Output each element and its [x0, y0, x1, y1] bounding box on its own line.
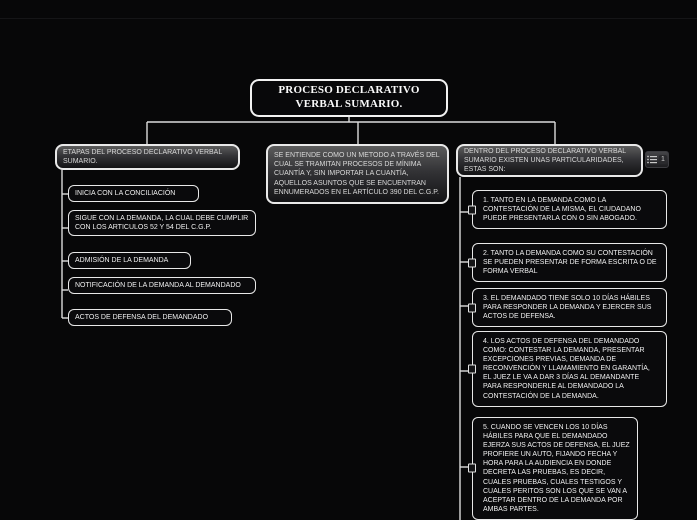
left-item-label: NOTIFICACIÓN DE LA DEMANDA AL DEMANDADO [75, 282, 241, 289]
checkbox-icon[interactable] [468, 464, 476, 473]
left-item-label: SIGUE CON LA DEMANDA, LA CUAL DEBE CUMPLIR CON LOS ARTICULOS 52 Y 54 DEL C.G.P. [75, 215, 249, 232]
note-count-badge[interactable] [645, 151, 669, 168]
right-item-1[interactable] [472, 190, 667, 229]
checkbox-icon[interactable] [468, 258, 476, 267]
left-item-label: ACTOS DE DEFENSA DEL DEMANDADO [75, 314, 209, 321]
branch-heading-label: ETAPAS DEL PROCESO DECLARATIVO VERBAL SUMARIO. [63, 148, 222, 165]
root-node[interactable] [250, 79, 448, 117]
right-item-3[interactable] [472, 288, 667, 327]
right-item-label: 1. TANTO EN LA DEMANDA COMO LA CONTESTACIÓN DE LA MISMA, EL CIUDADANO PUEDE PRESENTARLA CON O SIN ABOGADO. [483, 197, 641, 223]
right-item-2[interactable] [472, 243, 667, 282]
left-item-actos-defensa[interactable] [68, 309, 232, 326]
checkbox-icon[interactable] [468, 303, 476, 312]
branch-heading-label: SE ENTIENDE COMO UN METODO A TRAVÉS DEL CUAL SE TRAMITAN PROCESOS DE MÍNIMA CUANTÍA Y, SIN IMPORTAR LA CUANTÍA, AQUELLOS ASUNTOS QUE SE ENCUENTRAN ENNUMERADOS EN EL ARTÍCULO 390 DEL C.G.P. [274, 152, 440, 196]
checkbox-icon[interactable] [468, 364, 476, 373]
right-item-label: 3. EL DEMANDADO TIENE SOLO 10 DÍAS HÁBILES PARA RESPONDER LA DEMANDA Y EJERCER SUS ACTOS DE DEFENSA. [483, 295, 652, 321]
right-item-5[interactable] [472, 417, 638, 520]
branch-heading-etapas[interactable] [55, 144, 240, 170]
left-item-admision[interactable] [68, 252, 191, 269]
branch-heading-definicion[interactable] [266, 144, 449, 204]
note-count: 1 [661, 156, 665, 163]
right-item-label: 5. CUANDO SE VENCEN LOS 10 DÍAS HÁBILES PARA QUE EL DEMANDADO EJERZA SUS ACTOS DE DEFENSA, EL JUEZ PROFIERE UN AUTO, FIJANDO FECHA Y HORA PARA LA AUDIENCIA EN DONDE DECRETA LAS PRUEBAS, ES DECIR, CUALES PRUEBAS, CUALES TESTIGOS Y CUALES PERITOS SON LOS QUE SE VAN A ACEPTAR DENTRO DE LA DEMANDA POR AMBAS PARTES. [483, 424, 630, 513]
left-item-conciliacion[interactable] [68, 185, 199, 202]
top-divider [0, 18, 697, 19]
right-item-4[interactable] [472, 331, 667, 407]
checkbox-icon[interactable] [468, 205, 476, 214]
list-icon [647, 155, 657, 164]
left-item-demanda[interactable] [68, 210, 256, 236]
branch-heading-label: DENTRO DEL PROCESO DECLARATIVO VERBAL SUMARIO EXISTEN UNAS PARTICULARIDADES, ESTAS SON: [464, 147, 626, 174]
branch-heading-particularidades[interactable] [456, 144, 643, 177]
left-item-label: ADMISIÓN DE LA DEMANDA [75, 257, 169, 264]
left-item-notificacion[interactable] [68, 277, 256, 294]
left-item-label: INICIA CON LA CONCILIACIÓN [75, 190, 176, 197]
root-title: PROCESO DECLARATIVO VERBAL SUMARIO. [278, 84, 420, 110]
right-item-label: 2. TANTO LA DEMANDA COMO SU CONTESTACIÓN SE PUEDEN PRESENTAR DE FORMA ESCRITA O DE FORMA VERBAL [483, 250, 657, 276]
right-item-label: 4. LOS ACTOS DE DEFENSA DEL DEMANDADO COMO: CONTESTAR LA DEMANDA, PRESENTAR EXCEPCIONES PREVIAS, DEMANDA DE RECONVENCIÓN Y LLAMAMIENTO EN GARANTÍA, EL JUEZ LE VA A DAR 3 DÍAS AL DEMANDANTE PARA RESPONDERLE AL DEMANDADO LA CONTESTACIÓN DE LA DEMANDA. [483, 338, 650, 400]
